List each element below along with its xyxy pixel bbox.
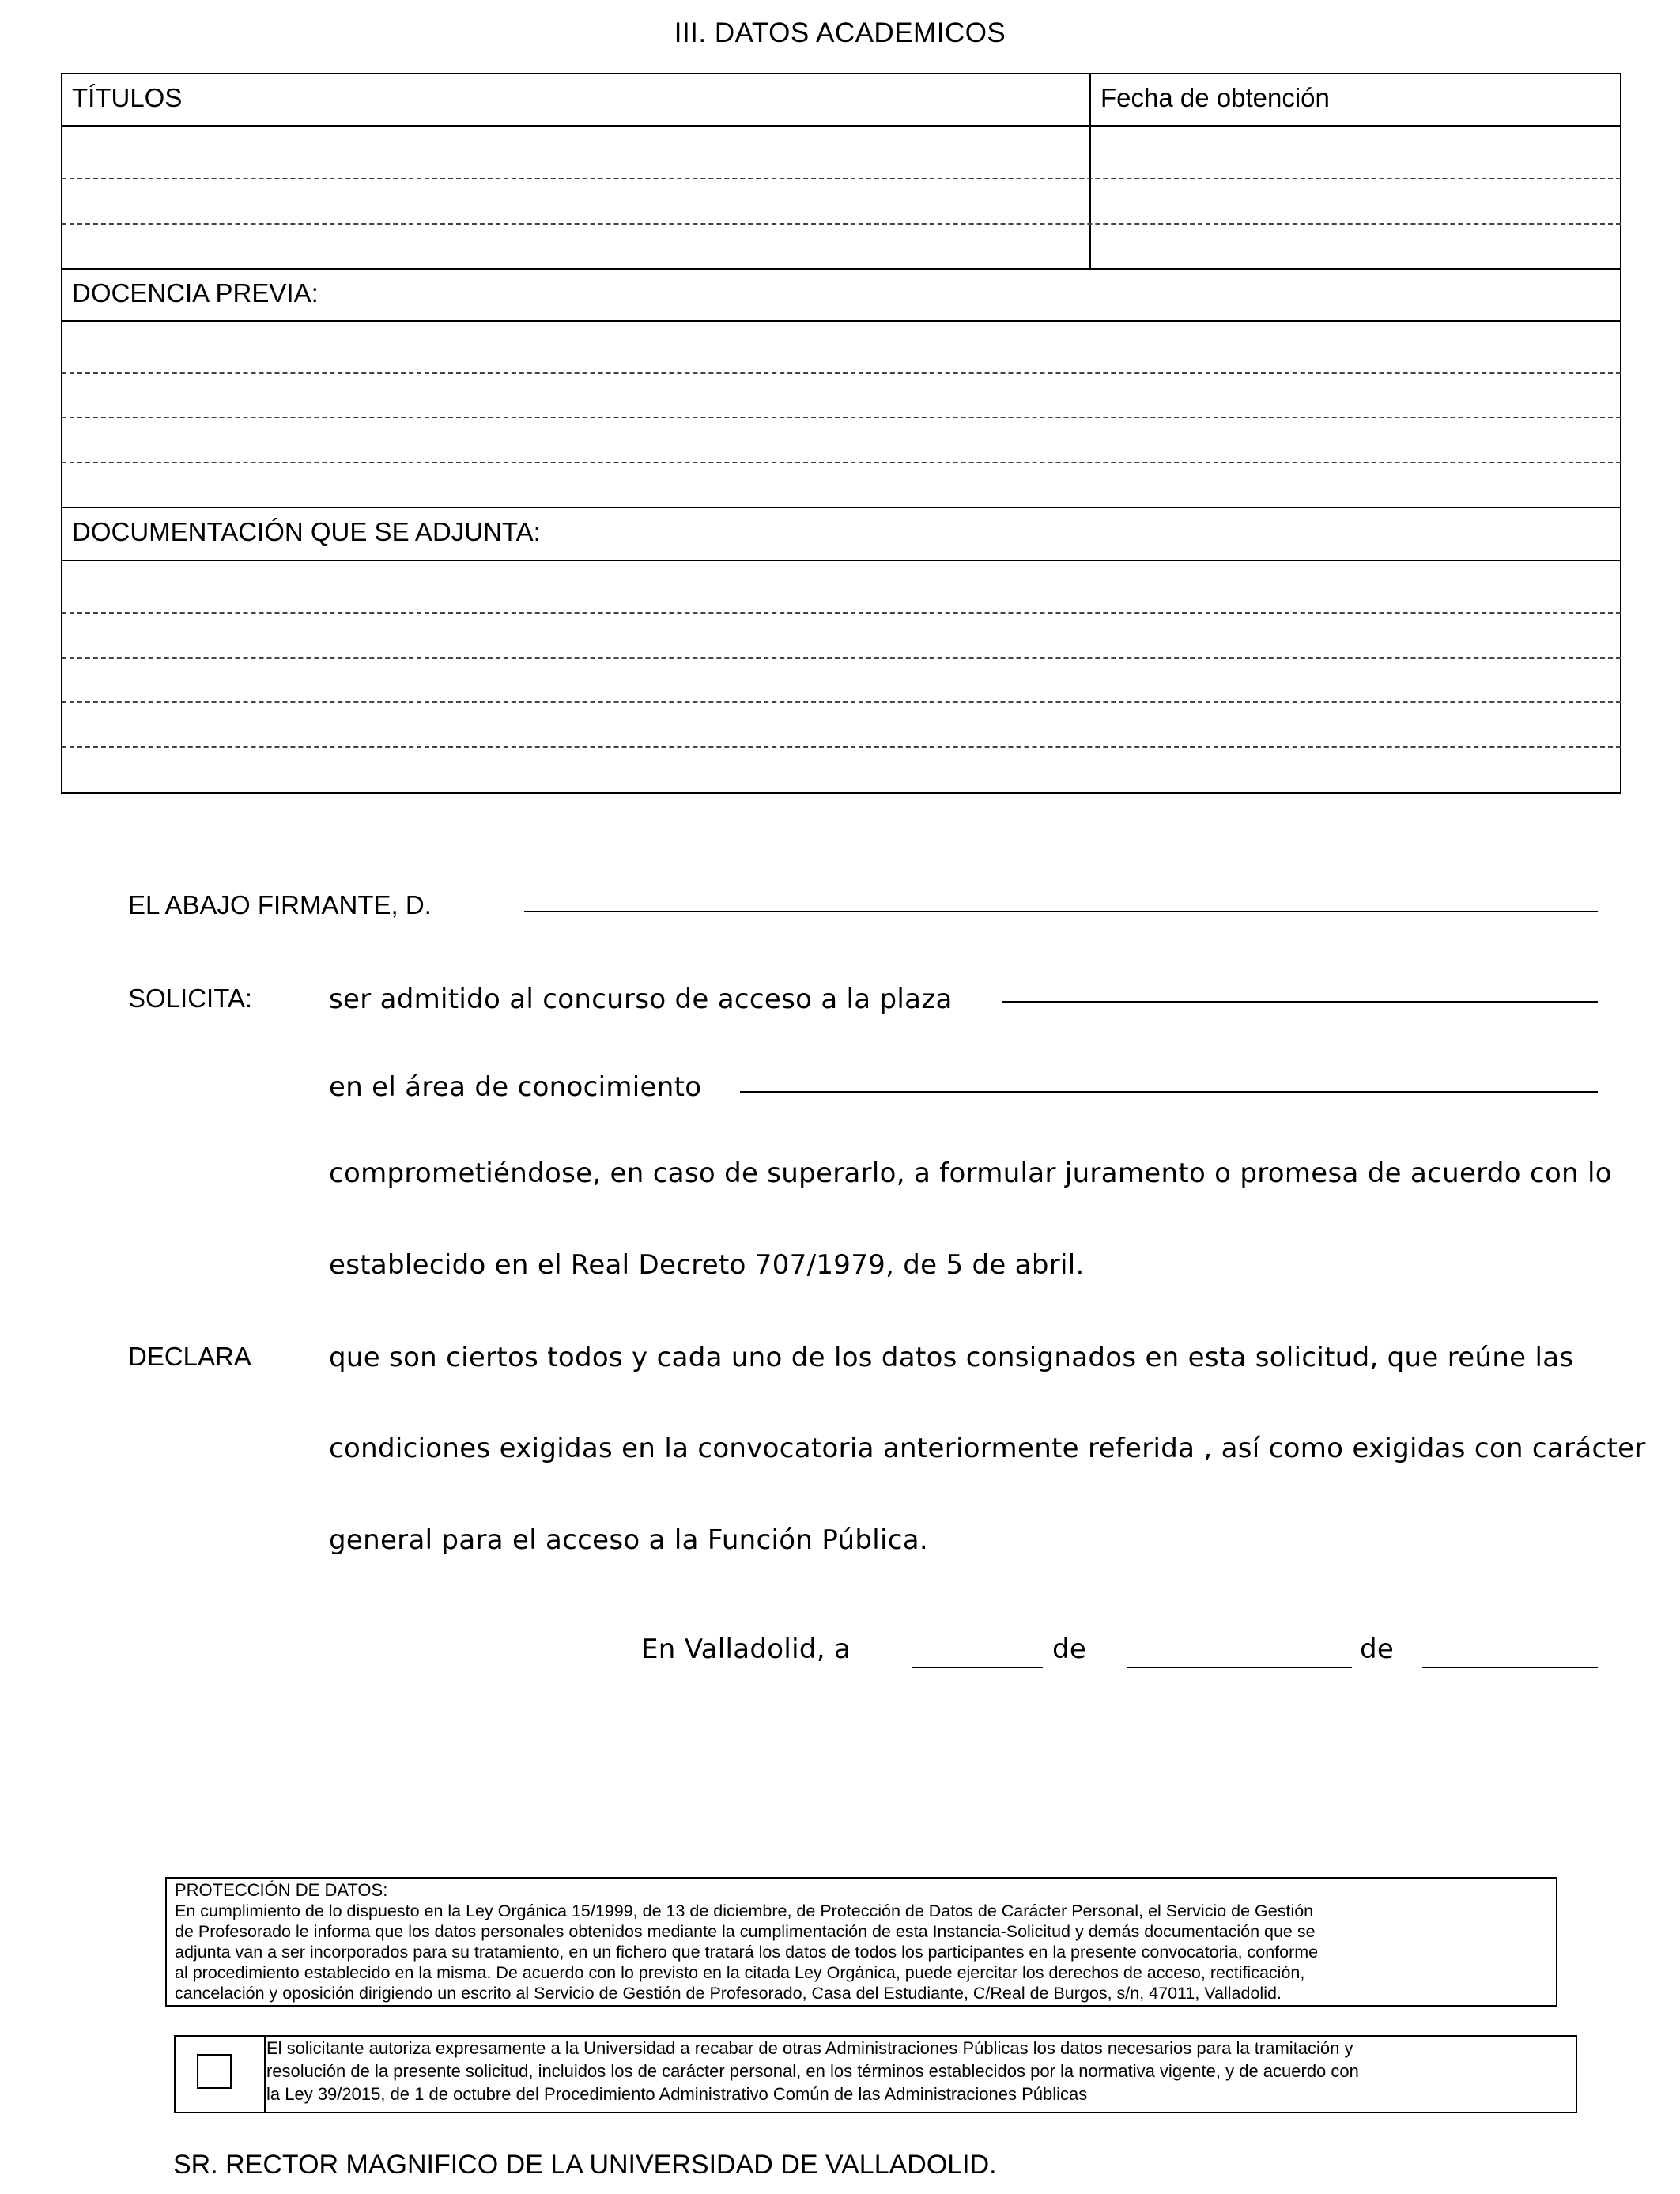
- docencia-entry-line[interactable]: [62, 462, 1621, 463]
- academic-data-table: [61, 73, 1621, 794]
- proteccion-datos-title: PROTECCIÓN DE DATOS:: [175, 1880, 388, 1900]
- autorizacion-divider: [264, 2036, 266, 2113]
- plaza-field[interactable]: [1002, 1001, 1598, 1003]
- autorizacion-text-line: la Ley 39/2015, de 1 de octubre del Procedimiento Administrativo Común de las Administraciones Públicas: [266, 2084, 1088, 2104]
- de-label-1: de: [1052, 1633, 1087, 1665]
- abajo-firmante-label: EL ABAJO FIRMANTE, D.: [128, 890, 432, 920]
- recipient: SR. RECTOR MAGNIFICO DE LA UNIVERSIDAD DE VALLADOLID.: [173, 2150, 997, 2180]
- titulo-entry-line[interactable]: [62, 223, 1621, 225]
- table-rule: [62, 560, 1621, 561]
- declara-text-3: general para el acceso a la Función Pública.: [329, 1524, 928, 1556]
- solicita-text-4: establecido en el Real Decreto 707/1979, de 5 de abril.: [329, 1249, 1085, 1281]
- area-conocimiento-field[interactable]: [740, 1091, 1598, 1093]
- titulos-header: TÍTULOS: [72, 83, 183, 112]
- year-field[interactable]: [1422, 1667, 1598, 1668]
- proteccion-datos-line: de Profesorado le informa que los datos personales obtenidos mediante la cumplimentación de esta Instancia-Solicitud y demás documentación que se: [175, 1922, 1316, 1941]
- titulos-column-divider: [1089, 74, 1091, 269]
- autorizacion-checkbox[interactable]: [197, 2054, 232, 2089]
- table-rule: [62, 125, 1621, 127]
- documentacion-entry-line[interactable]: [62, 746, 1621, 748]
- table-rule: [62, 320, 1621, 322]
- day-field[interactable]: [912, 1667, 1043, 1668]
- table-rule: [62, 507, 1621, 508]
- proteccion-datos-line: En cumplimiento de lo dispuesto en la Ley Orgánica 15/1999, de 13 de diciembre, de Protección de Datos de Carácter Personal, el Servicio de Gestión: [175, 1901, 1314, 1920]
- documentacion-entry-line[interactable]: [62, 701, 1621, 703]
- month-field[interactable]: [1127, 1667, 1352, 1668]
- firmante-name-field[interactable]: [524, 911, 1598, 912]
- place-label: En Valladolid, a: [641, 1633, 851, 1665]
- de-label-2: de: [1360, 1633, 1395, 1665]
- declara-label: DECLARA: [128, 1342, 251, 1371]
- titulo-entry-line[interactable]: [62, 178, 1621, 179]
- documentacion-entry-line[interactable]: [62, 657, 1621, 659]
- proteccion-datos-line: al procedimiento establecido en la misma. De acuerdo con lo previsto en la citada Ley Orgánica, puede ejercitar los derechos de acceso, rectificación,: [175, 1963, 1305, 1982]
- docencia-entry-line[interactable]: [62, 417, 1621, 418]
- section-title: III. DATOS ACADEMICOS: [674, 17, 1006, 48]
- proteccion-datos-line: adjunta van a ser incorporados para su tratamiento, en un fichero que tratará los datos de todos los participantes en la presente convocatoria, conforme: [175, 1943, 1319, 1962]
- fecha-header: Fecha de obtención: [1100, 83, 1330, 112]
- autorizacion-text-line: resolución de la presente solicitud, incluidos los de carácter personal, en los términos establecidos por la normativa vigente, y de acuerdo con: [266, 2061, 1359, 2081]
- solicita-text-1: ser admitido al concurso de acceso a la plaza: [329, 984, 953, 1015]
- solicita-label: SOLICITA:: [128, 984, 253, 1013]
- declara-text-1: que son ciertos todos y cada uno de los datos consignados en esta solicitud, que reúne las: [329, 1342, 1574, 1373]
- proteccion-datos-line: cancelación y oposición dirigiendo un escrito al Servicio de Gestión de Profesorado, Casa del Estudiante, C/Real de Burgos, s/n, 47011, Valladolid.: [175, 1984, 1282, 2003]
- solicita-text-3: comprometiéndose, en caso de superarlo, a formular juramento o promesa de acuerdo con lo: [329, 1157, 1612, 1189]
- table-rule: [62, 268, 1621, 270]
- docencia-previa-header: DOCENCIA PREVIA:: [72, 278, 319, 308]
- documentacion-entry-line[interactable]: [62, 612, 1621, 614]
- docencia-entry-line[interactable]: [62, 372, 1621, 374]
- documentacion-header: DOCUMENTACIÓN QUE SE ADJUNTA:: [72, 517, 541, 546]
- declara-text-2: condiciones exigidas en la convocatoria anteriormente referida , así como exigidas con carácter: [329, 1433, 1646, 1464]
- solicita-text-2: en el área de conocimiento: [329, 1071, 702, 1103]
- autorizacion-text-line: El solicitante autoriza expresamente a la Universidad a recabar de otras Administraciones Públicas los datos necesarios para la tramitación y: [266, 2038, 1353, 2058]
